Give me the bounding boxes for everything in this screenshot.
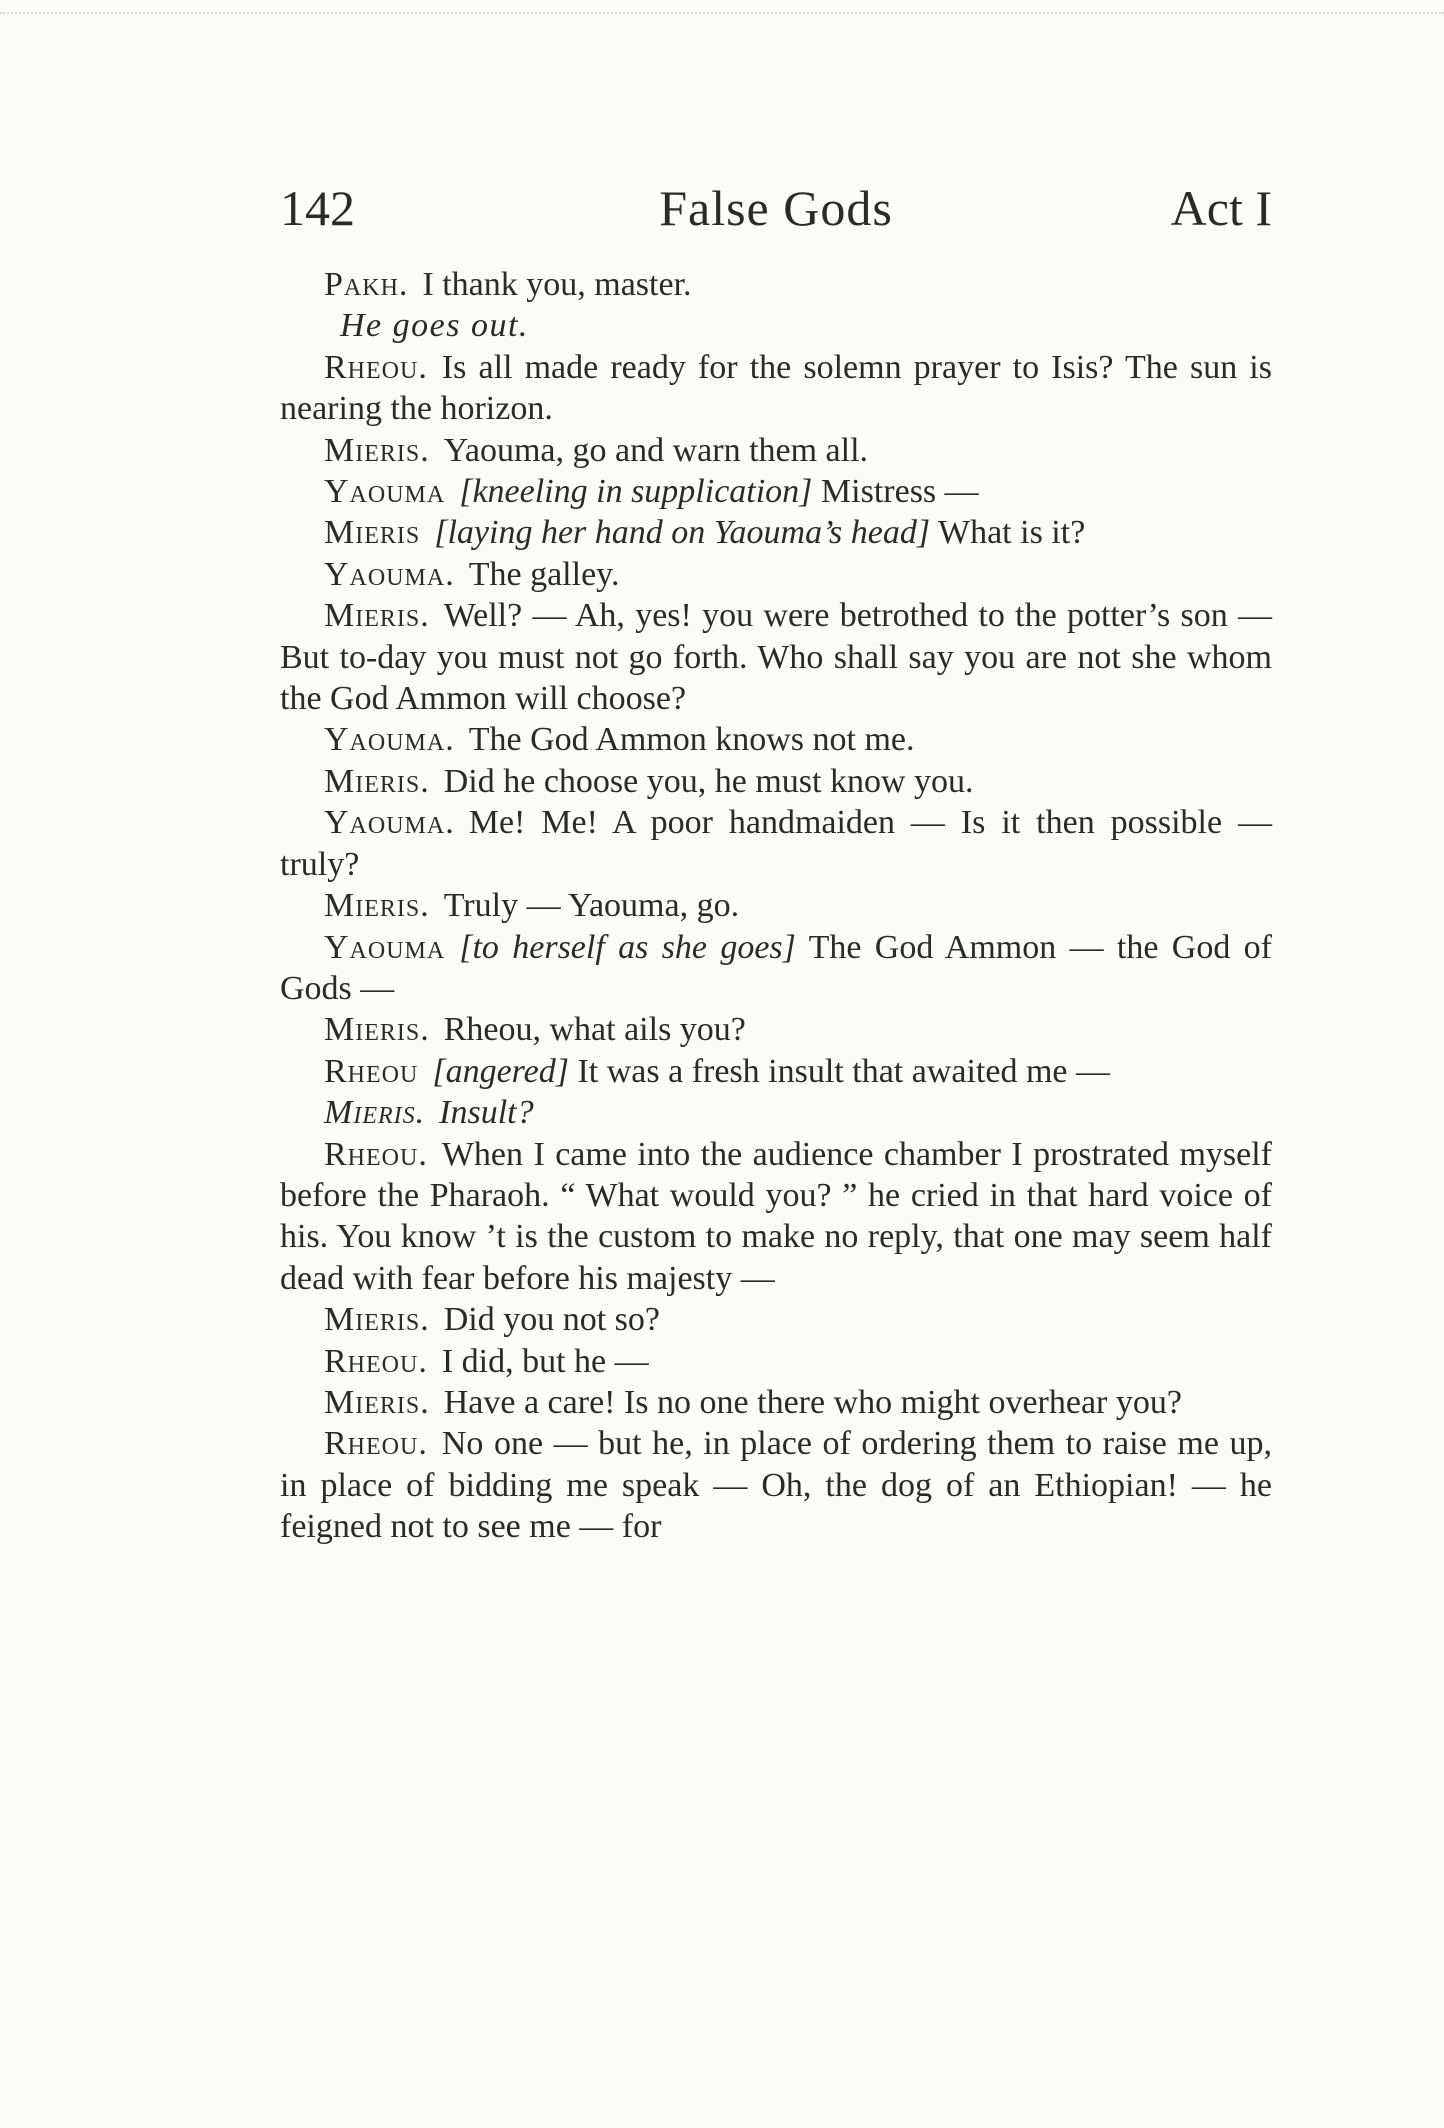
speaker-name: Mieris. <box>324 1011 430 1049</box>
speech-text: Truly — Yaouma, go. <box>443 887 740 925</box>
dialogue-line <box>280 1423 1272 1547</box>
speaker-name: Yaouma <box>324 928 446 966</box>
speech-text: When I came into the audience chamber I prostrated myself before the Pharaoh. “ What would you? ” he cried in that hard voice of his. You know ’t is the custom to make no reply, that one may seem half dead with fear before his majesty — <box>280 1135 1272 1297</box>
speech-text: Have a care! Is no one there who might overhear you? <box>443 1383 1182 1421</box>
speech-text: Well? — Ah, yes! you were betrothed to the potter’s son — But to-day you must not go forth. Who shall say you are not she whom the God Ammon will choose? <box>280 597 1272 718</box>
speaker-name: Mieris. <box>324 1383 430 1421</box>
speech-text: I thank you, master. <box>422 266 692 303</box>
speech-text: Did he choose you, he must know you. <box>443 762 974 800</box>
act-label: Act I <box>1170 180 1272 236</box>
dialogue-line <box>280 1341 1272 1382</box>
dialogue-line <box>280 1009 1272 1050</box>
page-edge <box>0 12 1444 14</box>
dialogue-line <box>280 554 1272 595</box>
stage-direction-inline: [laying her hand on Yaouma’s head] <box>434 514 931 552</box>
running-header <box>280 178 1272 238</box>
dialogue-line <box>280 264 1272 305</box>
speaker-name: Rheou. <box>324 348 428 386</box>
speaker-name: Rheou. <box>324 1135 428 1173</box>
running-title: False Gods <box>659 180 893 236</box>
speech-text: Rheou, what ails you? <box>443 1011 746 1049</box>
speaker-name: Yaouma. <box>324 721 455 759</box>
dialogue-line <box>280 595 1272 719</box>
dialogue-line <box>280 1092 1272 1133</box>
stage-direction: He goes out. <box>340 307 529 345</box>
dialogue-line <box>280 885 1272 926</box>
stage-direction-inline: [angered] <box>432 1052 569 1090</box>
speaker-name: Mieris. <box>324 431 430 469</box>
speech-text: Did you not so? <box>443 1301 661 1339</box>
dialogue-line <box>280 802 1272 885</box>
speech-text: The galley. <box>468 555 620 593</box>
speech-text: Yaouma, go and warn them all. <box>443 431 869 469</box>
speaker-name: Pakh. <box>324 266 409 303</box>
stage-direction-inline: [kneeling in supplication] <box>459 473 813 511</box>
dialogue-line <box>280 1134 1272 1300</box>
speech-text: It was a fresh insult that awaited me — <box>577 1052 1110 1090</box>
speech-text: What is it? <box>938 514 1086 552</box>
speaker-name: Mieris. <box>324 597 430 635</box>
speech-text: Mistress — <box>820 473 979 511</box>
dialogue-line <box>280 430 1272 471</box>
speaker-name: Mieris <box>324 514 421 552</box>
speech-text: Insult? <box>439 1094 534 1132</box>
speaker-name: Rheou. <box>324 1342 428 1380</box>
dialogue-body <box>280 264 1272 1548</box>
page-number: 142 <box>280 180 355 236</box>
speech-text: The God Ammon — the God of Gods — <box>280 928 1272 1007</box>
dialogue-line <box>280 719 1272 760</box>
speaker-name: Mieris. <box>324 762 430 800</box>
stage-direction-inline: [to herself as she goes] <box>459 928 796 966</box>
dialogue-line <box>280 761 1272 802</box>
speaker-name: Mieris. <box>324 887 430 925</box>
dialogue-line <box>280 1382 1272 1423</box>
speech-text: I did, but he — <box>441 1342 649 1380</box>
speech-text: The God Ammon knows not me. <box>468 721 915 759</box>
speaker-name: Rheou. <box>324 1425 428 1463</box>
speaker-name: Yaouma. <box>324 804 455 842</box>
dialogue-line <box>280 1299 1272 1340</box>
speaker-name: Rheou <box>324 1052 419 1090</box>
speaker-name: Mieris. <box>324 1301 430 1339</box>
speaker-name: Yaouma <box>324 473 446 511</box>
speech-text: Me! Me! A poor handmaiden — Is it then possible — truly? <box>280 804 1272 883</box>
dialogue-line <box>280 347 1272 430</box>
speaker-name: Mieris. <box>324 1094 426 1132</box>
dialogue-line <box>280 927 1272 1010</box>
speech-text: No one — but he, in place of ordering them to raise me up, in place of bidding me speak — Oh, the dog of an Ethiopian! — he feigned not to see me — for <box>280 1425 1272 1546</box>
dialogue-line <box>280 512 1272 553</box>
dialogue-line <box>280 471 1272 512</box>
speech-text: Is all made ready for the solemn prayer to Isis? The sun is nearing the horizon. <box>280 348 1272 428</box>
dialogue-line <box>280 1051 1272 1092</box>
speaker-name: Yaouma. <box>324 555 455 593</box>
